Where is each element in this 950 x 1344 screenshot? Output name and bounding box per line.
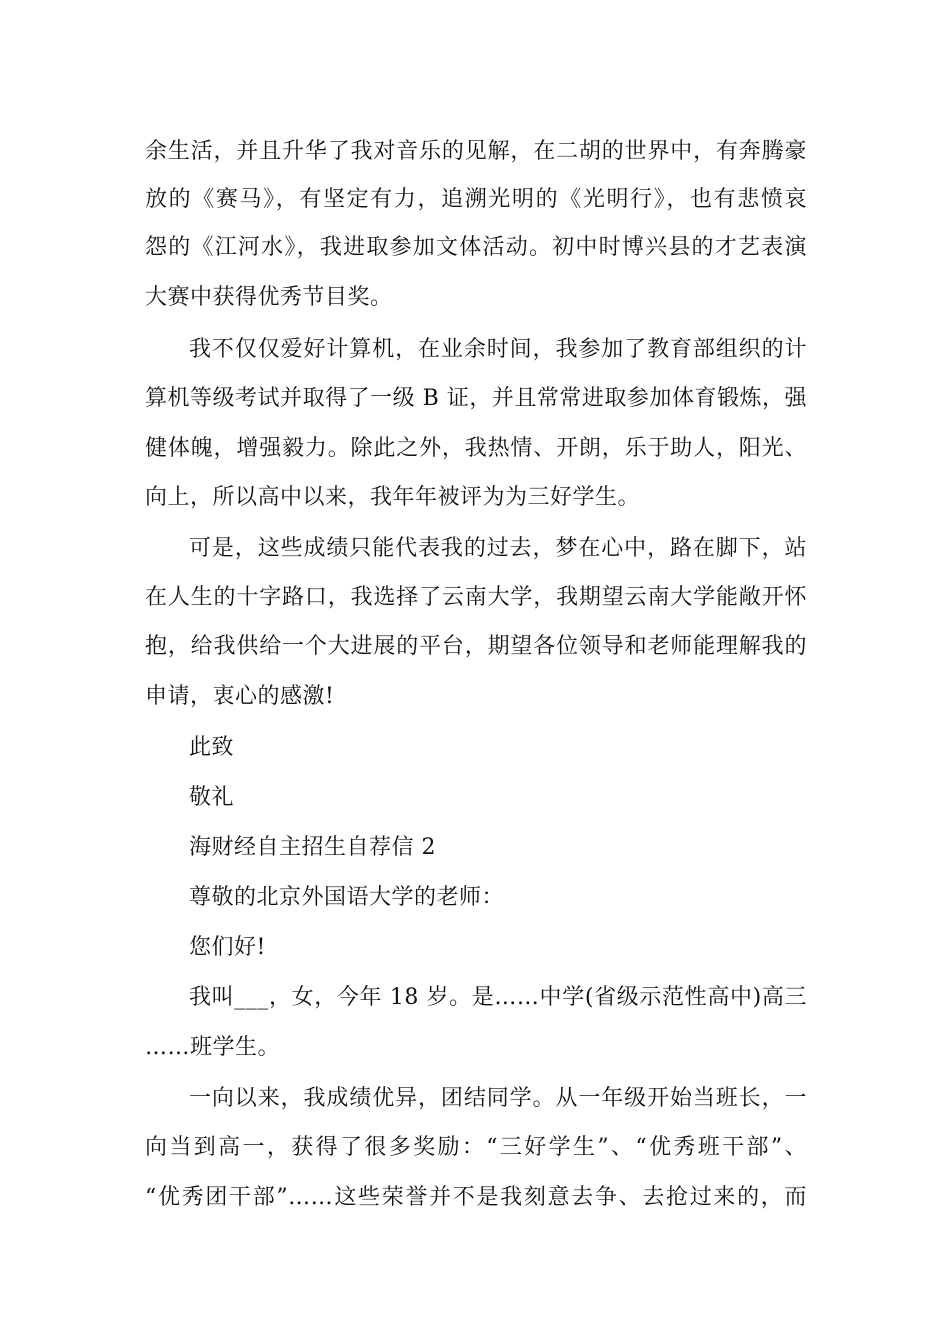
- text-line: ……班学生。: [145, 1035, 281, 1060]
- text-line: 大赛中获得优秀节目奖。: [145, 285, 393, 310]
- text-line: 向上，所以高中以来，我年年被评为为三好学生。: [145, 485, 641, 510]
- text-line: 抱，给我供给一个大进展的平台，期望各位领导和老师能理解我的: [145, 634, 807, 659]
- section-title: 海财经自主招生自荐信 2: [189, 835, 436, 860]
- text-line: 算机等级考试并取得了一级 B 证，并且常常进取参加体育锻炼，强: [145, 386, 807, 411]
- greeting: 您们好!: [189, 935, 266, 960]
- text-line: 向当到高一，获得了很多奖励：“三好学生”、“优秀班干部”、: [145, 1135, 807, 1160]
- text-line: 我叫___，女，今年 18 岁。是……中学(省级示范性高中)高三: [189, 985, 807, 1010]
- text-line: 在人生的十字路口，我选择了云南大学，我期望云南大学能敞开怀: [145, 585, 807, 610]
- text-line: 可是，这些成绩只能代表我的过去，梦在心中，路在脚下，站: [189, 536, 807, 561]
- text-line: 怨的《江河水》，我进取参加文体活动。初中时博兴县的才艺表演: [145, 235, 807, 260]
- text-line: 我不仅仅爱好计算机，在业余时间，我参加了教育部组织的计: [189, 337, 807, 362]
- text-line: 放的《赛马》，有坚定有力，追溯光明的《光明行》，也有悲愤哀: [145, 187, 807, 212]
- closing-line: 敬礼: [189, 785, 235, 810]
- text-line: 健体魄，增强毅力。除此之外，我热情、开朗，乐于助人，阳光、: [145, 436, 807, 461]
- text-line: 申请，衷心的感激!: [145, 684, 335, 709]
- text-line: 余生活，并且升华了我对音乐的见解，在二胡的世界中，有奔腾豪: [145, 139, 807, 164]
- closing-line: 此致: [189, 735, 235, 760]
- text-line: 一向以来，我成绩优异，团结同学。从一年级开始当班长，一: [189, 1086, 807, 1111]
- salutation: 尊敬的北京外国语大学的老师：: [189, 885, 505, 910]
- text-line: “优秀团干部”……这些荣誉并不是我刻意去争、去抢过来的，而: [145, 1185, 807, 1210]
